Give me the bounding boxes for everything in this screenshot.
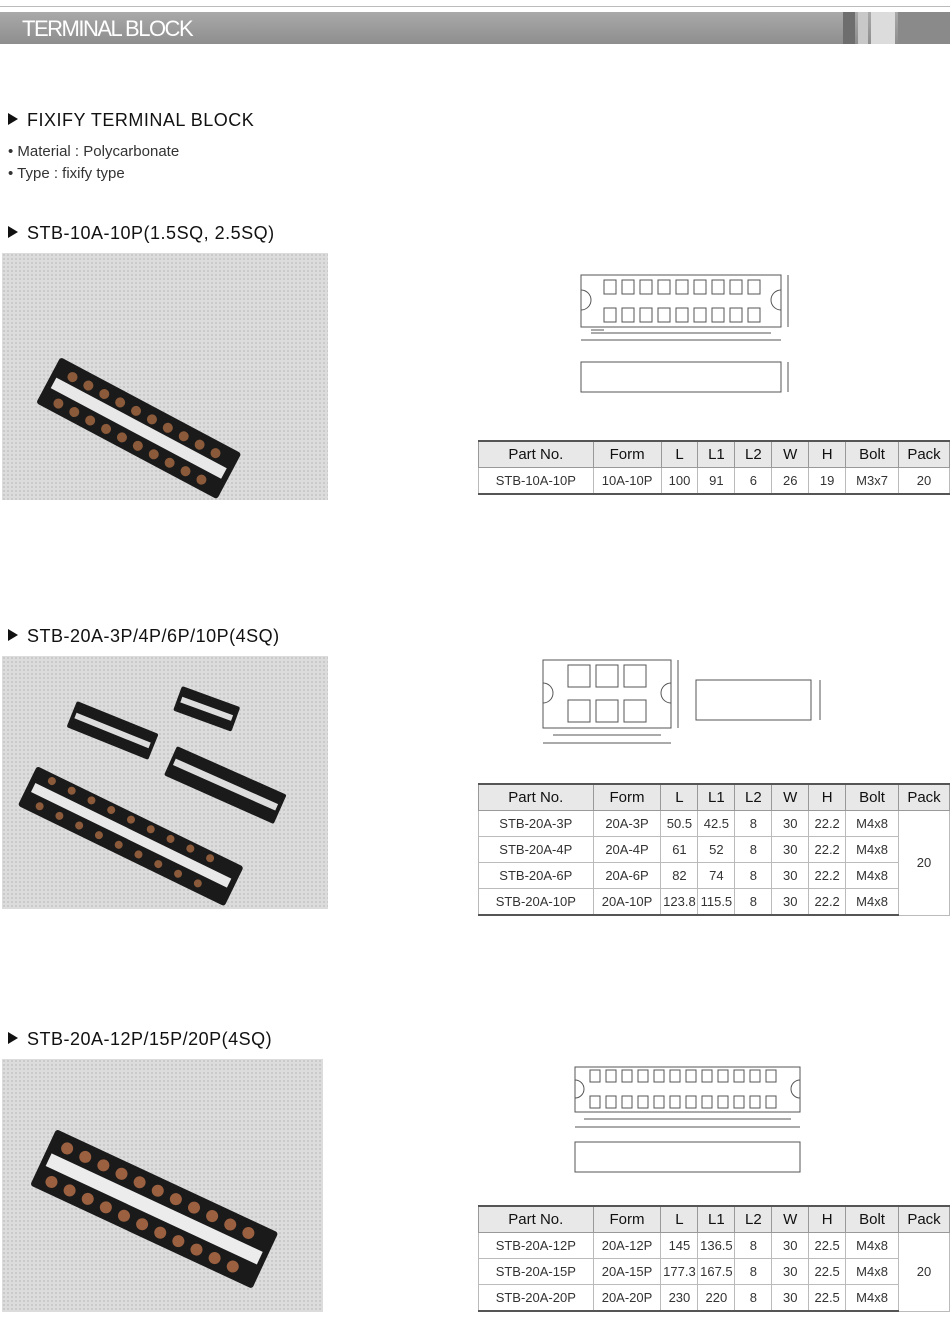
header-accent-block [843,12,855,44]
col-header: L [661,1206,698,1233]
table-cell: 220 [698,1285,735,1312]
table-cell: 8 [735,889,772,916]
table-cell: 6 [735,468,772,495]
table-cell: 230 [661,1285,698,1312]
col-header: L2 [735,1206,772,1233]
table-cell: 52 [698,837,735,863]
table-cell: M3x7 [846,468,899,495]
table-cell: 22.2 [809,889,846,916]
col-header: Pack [899,1206,950,1233]
col-header: Pack [899,441,950,468]
table-cell: 20A-15P [593,1259,661,1285]
col-header: Form [593,1206,661,1233]
terminal-block-12p-image [2,1059,323,1312]
col-header: Part No. [479,1206,594,1233]
table-cell: STB-20A-3P [479,811,594,837]
col-header: Form [593,441,661,468]
table-cell: M4x8 [846,837,899,863]
material-line: • Material : Polycarbonate [8,143,180,160]
col-header: L2 [735,784,772,811]
col-header: L [661,784,698,811]
dimension-drawing [570,1062,805,1182]
table-cell: 8 [735,1233,772,1259]
header-accent-block [898,12,950,44]
table-cell: 10A-10P [593,468,661,495]
table-cell: 8 [735,863,772,889]
col-header: H [809,441,846,468]
table-cell: 30 [772,811,809,837]
col-header: W [772,784,809,811]
table-row [479,468,950,495]
col-header: L1 [698,784,735,811]
table-cell: 20A-4P [593,837,661,863]
pack-cell: 20 [899,468,950,495]
table-cell: 22.2 [809,837,846,863]
table-cell: M4x8 [846,889,899,916]
table-cell: STB-20A-4P [479,837,594,863]
col-header: L1 [698,441,735,468]
col-header: Form [593,784,661,811]
product-photo [2,656,328,909]
section-heading [8,223,275,244]
table-cell: 115.5 [698,889,735,916]
table-cell: 20A-3P [593,811,661,837]
header-accent-block [858,12,868,44]
table-row [479,811,950,837]
table-cell: M4x8 [846,863,899,889]
table-cell: 30 [772,837,809,863]
section-heading-text: STB-20A-3P/4P/6P/10P(4SQ) [27,626,280,646]
col-header: W [772,1206,809,1233]
table-cell: 20A-20P [593,1285,661,1312]
table-cell: 20A-6P [593,863,661,889]
table-row [479,837,950,863]
col-header: Part No. [479,441,594,468]
table-cell: 30 [772,1233,809,1259]
table-cell: 8 [735,811,772,837]
intro-heading [8,110,254,131]
table-row [479,1259,950,1285]
col-header: Bolt [846,1206,899,1233]
pack-cell: 20 [899,811,950,916]
terminal-block-10p-drawing [576,270,801,405]
product-photo [2,253,328,500]
header-bar [0,12,950,44]
table-row [479,1285,950,1312]
section-heading-text: STB-20A-12P/15P/20P(4SQ) [27,1029,273,1049]
triangle-bullet-icon [8,113,18,125]
spec-table [478,440,950,495]
table-cell: M4x8 [846,1285,899,1312]
terminal-block-3p-drawing [538,655,838,750]
section-heading [8,626,280,647]
table-row [479,1233,950,1259]
page-title: TERMINAL BLOCK [22,16,193,41]
col-header: Bolt [846,784,899,811]
table-cell: 8 [735,1259,772,1285]
triangle-bullet-icon [8,226,18,238]
table-cell: M4x8 [846,1259,899,1285]
table-cell: STB-20A-12P [479,1233,594,1259]
intro-heading-text: FIXIFY TERMINAL BLOCK [27,110,255,130]
table-cell: 19 [809,468,846,495]
header-accent-block [871,12,895,44]
table-cell: 145 [661,1233,698,1259]
col-header: L2 [735,441,772,468]
table-header-row [479,1206,950,1233]
table-row [479,889,950,916]
table-header-row [479,441,950,468]
type-line: • Type : fixify type [8,165,125,182]
table-cell: 91 [698,468,735,495]
terminal-block-10p-image [2,253,328,500]
col-header: L1 [698,1206,735,1233]
col-header: H [809,784,846,811]
spec-table [478,1205,950,1312]
col-header: Part No. [479,784,594,811]
col-header: L [661,441,698,468]
table-cell: 20A-12P [593,1233,661,1259]
spec-table [478,783,950,916]
dimension-drawing [538,655,838,755]
table-cell: 30 [772,863,809,889]
table-cell: 26 [772,468,809,495]
table-cell: STB-20A-6P [479,863,594,889]
table-cell: STB-20A-20P [479,1285,594,1312]
col-header: Bolt [846,441,899,468]
table-cell: STB-20A-10P [479,889,594,916]
col-header: Pack [899,784,950,811]
table-cell: M4x8 [846,811,899,837]
table-cell: 22.2 [809,811,846,837]
section-heading [8,1029,272,1050]
table-cell: M4x8 [846,1233,899,1259]
table-cell: STB-20A-15P [479,1259,594,1285]
table-cell: 20A-10P [593,889,661,916]
product-photo [2,1059,323,1312]
pack-cell: 20 [899,1233,950,1312]
table-cell: 8 [735,837,772,863]
col-header: H [809,1206,846,1233]
table-cell: 136.5 [698,1233,735,1259]
table-cell: 30 [772,1285,809,1312]
col-header: W [772,441,809,468]
top-rule [0,6,950,7]
table-cell: 177.3 [661,1259,698,1285]
table-cell: 74 [698,863,735,889]
section-heading-text: STB-10A-10P(1.5SQ, 2.5SQ) [27,223,275,243]
table-cell: 22.5 [809,1233,846,1259]
dimension-drawing [576,270,801,410]
table-row [479,863,950,889]
table-cell: 8 [735,1285,772,1312]
table-cell: STB-10A-10P [479,468,594,495]
table-cell: 50.5 [661,811,698,837]
terminal-block-12p-drawing [570,1062,805,1177]
table-cell: 123.8 [661,889,698,916]
table-cell: 30 [772,889,809,916]
terminal-block-group-image [2,656,328,909]
triangle-bullet-icon [8,1032,18,1044]
table-cell: 22.5 [809,1285,846,1312]
table-cell: 100 [661,468,698,495]
table-cell: 42.5 [698,811,735,837]
table-cell: 167.5 [698,1259,735,1285]
table-header-row [479,784,950,811]
table-cell: 30 [772,1259,809,1285]
triangle-bullet-icon [8,629,18,641]
table-cell: 61 [661,837,698,863]
table-cell: 82 [661,863,698,889]
table-cell: 22.5 [809,1259,846,1285]
table-cell: 22.2 [809,863,846,889]
